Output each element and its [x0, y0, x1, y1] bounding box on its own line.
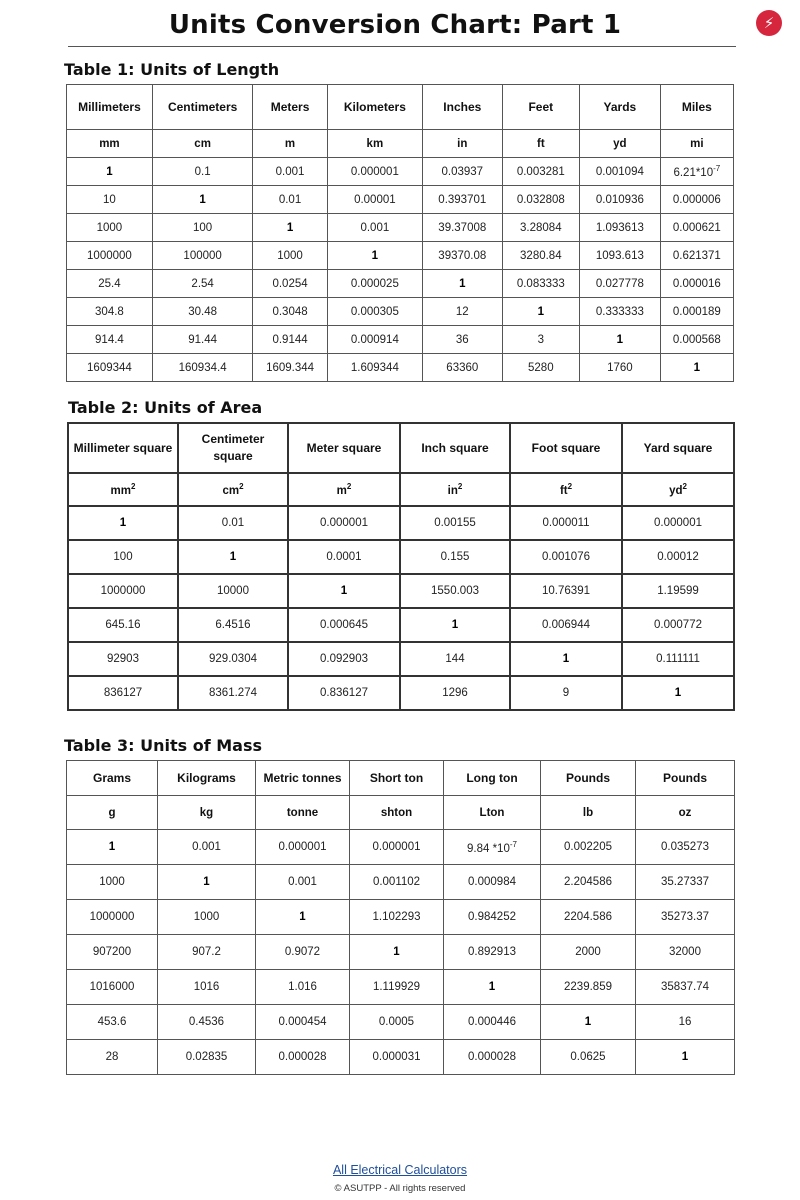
table-cell: 28	[67, 1040, 158, 1075]
table-cell: 1	[580, 326, 661, 354]
table-row	[67, 1005, 735, 1040]
table-cell: 0.621371	[660, 242, 733, 270]
table-cell: 1.119929	[350, 970, 444, 1005]
table-cell: 35837.74	[636, 970, 735, 1005]
table-cell: 1.102293	[350, 900, 444, 935]
table2-unit-cell: $ft^2$	[510, 473, 622, 506]
table1-caption: Table 1: Units of Length	[64, 60, 280, 79]
table-cell: 1016	[158, 970, 256, 1005]
table1-unit-cell: cm	[152, 130, 253, 158]
table1-unit-cell: m	[253, 130, 327, 158]
table-cell: 1296	[400, 676, 510, 710]
table-cell: 1	[178, 540, 288, 574]
table-cell: 907200	[67, 935, 158, 970]
table1-header-cell: Millimeters	[67, 85, 153, 130]
table2-header-cell: Meter square	[288, 423, 400, 473]
table-cell: 2204.586	[541, 900, 636, 935]
table-row	[68, 506, 734, 540]
table3-header-cell: Kilograms	[158, 761, 256, 796]
table3-unit-cell: oz	[636, 796, 735, 830]
table-cell: 1.016	[256, 970, 350, 1005]
table-cell: 2.54	[152, 270, 253, 298]
table-cell: 1000	[67, 865, 158, 900]
table-cell: 0.000028	[444, 1040, 541, 1075]
table-row	[67, 970, 735, 1005]
table1-unit-cell: in	[423, 130, 503, 158]
table-cell: 1609344	[67, 354, 153, 382]
table1-unit-cell: mm	[67, 130, 153, 158]
table2-header-cell: Millimeter square	[68, 423, 178, 473]
table3-caption: Table 3: Units of Mass	[64, 736, 263, 755]
table1-header-cell: Centimeters	[152, 85, 253, 130]
table-cell: 12	[423, 298, 503, 326]
table-cell: 0.001094	[580, 158, 661, 186]
table-cell: 92903	[68, 642, 178, 676]
table-cell: 0.111111	[622, 642, 734, 676]
table-cell: 8361.274	[178, 676, 288, 710]
table-cell: 63360	[423, 354, 503, 382]
table1-unit-cell: ft	[502, 130, 579, 158]
table-cell: 0.000621	[660, 214, 733, 242]
table-row	[67, 242, 734, 270]
table-cell: 0.000984	[444, 865, 541, 900]
table-cell: 1	[636, 1040, 735, 1075]
table-cell: 35273.37	[636, 900, 735, 935]
table-row	[67, 865, 735, 900]
table-cell: 1	[253, 214, 327, 242]
all-electrical-calculators-link[interactable]: All Electrical Calculators	[332, 1163, 468, 1177]
table-cell: 10.76391	[510, 574, 622, 608]
table-cell: 1000000	[67, 242, 153, 270]
table-cell: 0.006944	[510, 608, 622, 642]
table-row	[68, 676, 734, 710]
table1-unit-cell: km	[327, 130, 422, 158]
table-cell: 0.0625	[541, 1040, 636, 1075]
table-row	[67, 158, 734, 186]
table-row	[67, 935, 735, 970]
lightning-bolt-logo-icon: ⚡	[756, 10, 782, 36]
table-cell: 1	[502, 298, 579, 326]
table-cell: 144	[400, 642, 510, 676]
table1-unit-cell: yd	[580, 130, 661, 158]
table-cell: 0.000016	[660, 270, 733, 298]
table-cell: 1	[541, 1005, 636, 1040]
table-cell: 0.000001	[327, 158, 422, 186]
table-cell: 0.003281	[502, 158, 579, 186]
table1-header-cell: Yards	[580, 85, 661, 130]
table-cell: 36	[423, 326, 503, 354]
table-cell: 1	[444, 970, 541, 1005]
table1-unit-cell: mi	[660, 130, 733, 158]
table3-header-cell: Long ton	[444, 761, 541, 796]
mass-table	[66, 760, 735, 1075]
table-cell: 1	[152, 186, 253, 214]
table-cell: 1	[67, 830, 158, 865]
table-cell: 0.3048	[253, 298, 327, 326]
table-row	[67, 1040, 735, 1075]
copyright-notice: © ASUTPP - All rights reserved	[334, 1183, 466, 1194]
table1-header-cell: Meters	[253, 85, 327, 130]
table3-unit-cell: g	[67, 796, 158, 830]
table-cell: 1	[622, 676, 734, 710]
table-cell: 160934.4	[152, 354, 253, 382]
table-cell: 1000	[253, 242, 327, 270]
table-cell: 0.001102	[350, 865, 444, 900]
table-cell: 6.4516	[178, 608, 288, 642]
table-cell: 0.000001	[622, 506, 734, 540]
table-cell: 10	[67, 186, 153, 214]
table-cell: 1000	[158, 900, 256, 935]
table2-unit-cell: $m^2$	[288, 473, 400, 506]
table-cell: 25.4	[67, 270, 153, 298]
table-row	[67, 298, 734, 326]
table-cell: 30.48	[152, 298, 253, 326]
table3-header-cell: Pounds	[636, 761, 735, 796]
table2-header-cell: Yard square	[622, 423, 734, 473]
table1-header-cell: Kilometers	[327, 85, 422, 130]
table3-header-cell: Pounds	[541, 761, 636, 796]
table-cell: 1016000	[67, 970, 158, 1005]
table1-header-cell: Inches	[423, 85, 503, 130]
table-cell: 304.8	[67, 298, 153, 326]
table-cell: 0.02835	[158, 1040, 256, 1075]
table-row	[67, 214, 734, 242]
table-cell: 0.000446	[444, 1005, 541, 1040]
table-cell: 0.001	[253, 158, 327, 186]
table-cell: 9.84 $*10^{-7}$	[444, 830, 541, 865]
table2-header-cell: Inch square	[400, 423, 510, 473]
table-cell: 0.00001	[327, 186, 422, 214]
table-cell: 3280.84	[502, 242, 579, 270]
table3-header-cell: Metric tonnes	[256, 761, 350, 796]
table-cell: 3.28084	[502, 214, 579, 242]
table-cell: 0.0001	[288, 540, 400, 574]
table1-header-cell: Miles	[660, 85, 733, 130]
table-cell: 1000000	[68, 574, 178, 608]
length-table	[66, 84, 734, 382]
table-cell: 0.01	[253, 186, 327, 214]
table3-header-cell: Grams	[67, 761, 158, 796]
table-cell: 1	[660, 354, 733, 382]
table-cell: 0.002205	[541, 830, 636, 865]
table-cell: 1	[400, 608, 510, 642]
table-cell: 0.000189	[660, 298, 733, 326]
table-cell: 0.027778	[580, 270, 661, 298]
table-cell: 0.001	[158, 830, 256, 865]
table-cell: 39.37008	[423, 214, 503, 242]
table1-header-cell: Feet	[502, 85, 579, 130]
table-cell: 1	[350, 935, 444, 970]
table-cell: 453.6	[67, 1005, 158, 1040]
table-cell: 0.000006	[660, 186, 733, 214]
table2-unit-cell: $cm^2$	[178, 473, 288, 506]
table2-caption: Table 2: Units of Area	[68, 398, 263, 417]
table-cell: 0.000914	[327, 326, 422, 354]
table-row	[68, 608, 734, 642]
table-cell: 9	[510, 676, 622, 710]
table-row	[67, 830, 735, 865]
table-cell: 0.000001	[350, 830, 444, 865]
table-cell: 35.27337	[636, 865, 735, 900]
table-cell: 1.609344	[327, 354, 422, 382]
table-cell: 1	[510, 642, 622, 676]
table3-unit-cell: shton	[350, 796, 444, 830]
table-row	[67, 326, 734, 354]
table-cell: 0.0005	[350, 1005, 444, 1040]
table-cell: 1000	[67, 214, 153, 242]
table-cell: 0.9072	[256, 935, 350, 970]
table3-header-cell: Short ton	[350, 761, 444, 796]
table-cell: 0.00155	[400, 506, 510, 540]
table-cell: 1760	[580, 354, 661, 382]
table-cell: 0.092903	[288, 642, 400, 676]
table-cell: 0.000001	[256, 830, 350, 865]
table-cell: 1	[67, 158, 153, 186]
table-cell: 0.000568	[660, 326, 733, 354]
table-cell: 1	[256, 900, 350, 935]
table2-unit-cell: $yd^2$	[622, 473, 734, 506]
table-cell: 32000	[636, 935, 735, 970]
table-cell: 0.01	[178, 506, 288, 540]
table-cell: 1	[68, 506, 178, 540]
table2-header-cell: Centimeter square	[178, 423, 288, 473]
table-cell: 1.19599	[622, 574, 734, 608]
table-row	[68, 540, 734, 574]
table-cell: 0.4536	[158, 1005, 256, 1040]
table-cell: 100	[68, 540, 178, 574]
table-cell: 0.000454	[256, 1005, 350, 1040]
table3-unit-cell: Lton	[444, 796, 541, 830]
table-cell: 39370.08	[423, 242, 503, 270]
table-cell: 907.2	[158, 935, 256, 970]
table-cell: 0.000645	[288, 608, 400, 642]
table3-unit-cell: lb	[541, 796, 636, 830]
table-cell: 0.083333	[502, 270, 579, 298]
table2-unit-cell: $mm^2$	[68, 473, 178, 506]
table-cell: 0.984252	[444, 900, 541, 935]
table-row	[68, 642, 734, 676]
table-cell: 914.4	[67, 326, 153, 354]
table-cell: 0.155	[400, 540, 510, 574]
table-cell: 0.03937	[423, 158, 503, 186]
table-row	[67, 186, 734, 214]
table-cell: 0.000001	[288, 506, 400, 540]
table-cell: 100000	[152, 242, 253, 270]
table-cell: 0.393701	[423, 186, 503, 214]
table-cell: 0.333333	[580, 298, 661, 326]
table-row	[67, 270, 734, 298]
table3-unit-cell: kg	[158, 796, 256, 830]
table2-header-cell: Foot square	[510, 423, 622, 473]
table-cell: 1093.613	[580, 242, 661, 270]
table-cell: 1	[288, 574, 400, 608]
table-cell: 0.000031	[350, 1040, 444, 1075]
table-cell: 100	[152, 214, 253, 242]
table-cell: 0.000772	[622, 608, 734, 642]
table-cell: 16	[636, 1005, 735, 1040]
table-cell: 0.001	[256, 865, 350, 900]
table-cell: 0.892913	[444, 935, 541, 970]
table-cell: 0.000011	[510, 506, 622, 540]
table-cell: 0.035273	[636, 830, 735, 865]
table-cell: 0.00012	[622, 540, 734, 574]
table-cell: 929.0304	[178, 642, 288, 676]
table-cell: 0.000028	[256, 1040, 350, 1075]
table-cell: 3	[502, 326, 579, 354]
table-cell: 0.032808	[502, 186, 579, 214]
table-cell: 2239.859	[541, 970, 636, 1005]
table-cell: 91.44	[152, 326, 253, 354]
table-row	[68, 574, 734, 608]
table-cell: 0.000305	[327, 298, 422, 326]
table-cell: 2000	[541, 935, 636, 970]
table-cell: 0.836127	[288, 676, 400, 710]
table-cell: 0.010936	[580, 186, 661, 214]
table-cell: 1	[327, 242, 422, 270]
table-cell: 5280	[502, 354, 579, 382]
table2-unit-cell: $in^2$	[400, 473, 510, 506]
table-cell: 836127	[68, 676, 178, 710]
table-cell: $6.21*10^{-7}$	[660, 158, 733, 186]
table-cell: 0.9144	[253, 326, 327, 354]
table-cell: 1550.003	[400, 574, 510, 608]
area-table	[67, 422, 735, 711]
table-cell: 1000000	[67, 900, 158, 935]
title-divider	[68, 46, 736, 47]
table-cell: 0.0254	[253, 270, 327, 298]
table-cell: 0.001	[327, 214, 422, 242]
table-cell: 0.1	[152, 158, 253, 186]
table-cell: 0.001076	[510, 540, 622, 574]
table-cell: 10000	[178, 574, 288, 608]
page-title: Units Conversion Chart: Part 1	[168, 10, 622, 40]
table-cell: 1609.344	[253, 354, 327, 382]
table-cell: 0.000025	[327, 270, 422, 298]
table-row	[67, 354, 734, 382]
table3-unit-cell: tonne	[256, 796, 350, 830]
table-row	[67, 900, 735, 935]
table-cell: 2.204586	[541, 865, 636, 900]
table-cell: 645.16	[68, 608, 178, 642]
table-cell: 1	[158, 865, 256, 900]
table-cell: 1.093613	[580, 214, 661, 242]
table-cell: 1	[423, 270, 503, 298]
